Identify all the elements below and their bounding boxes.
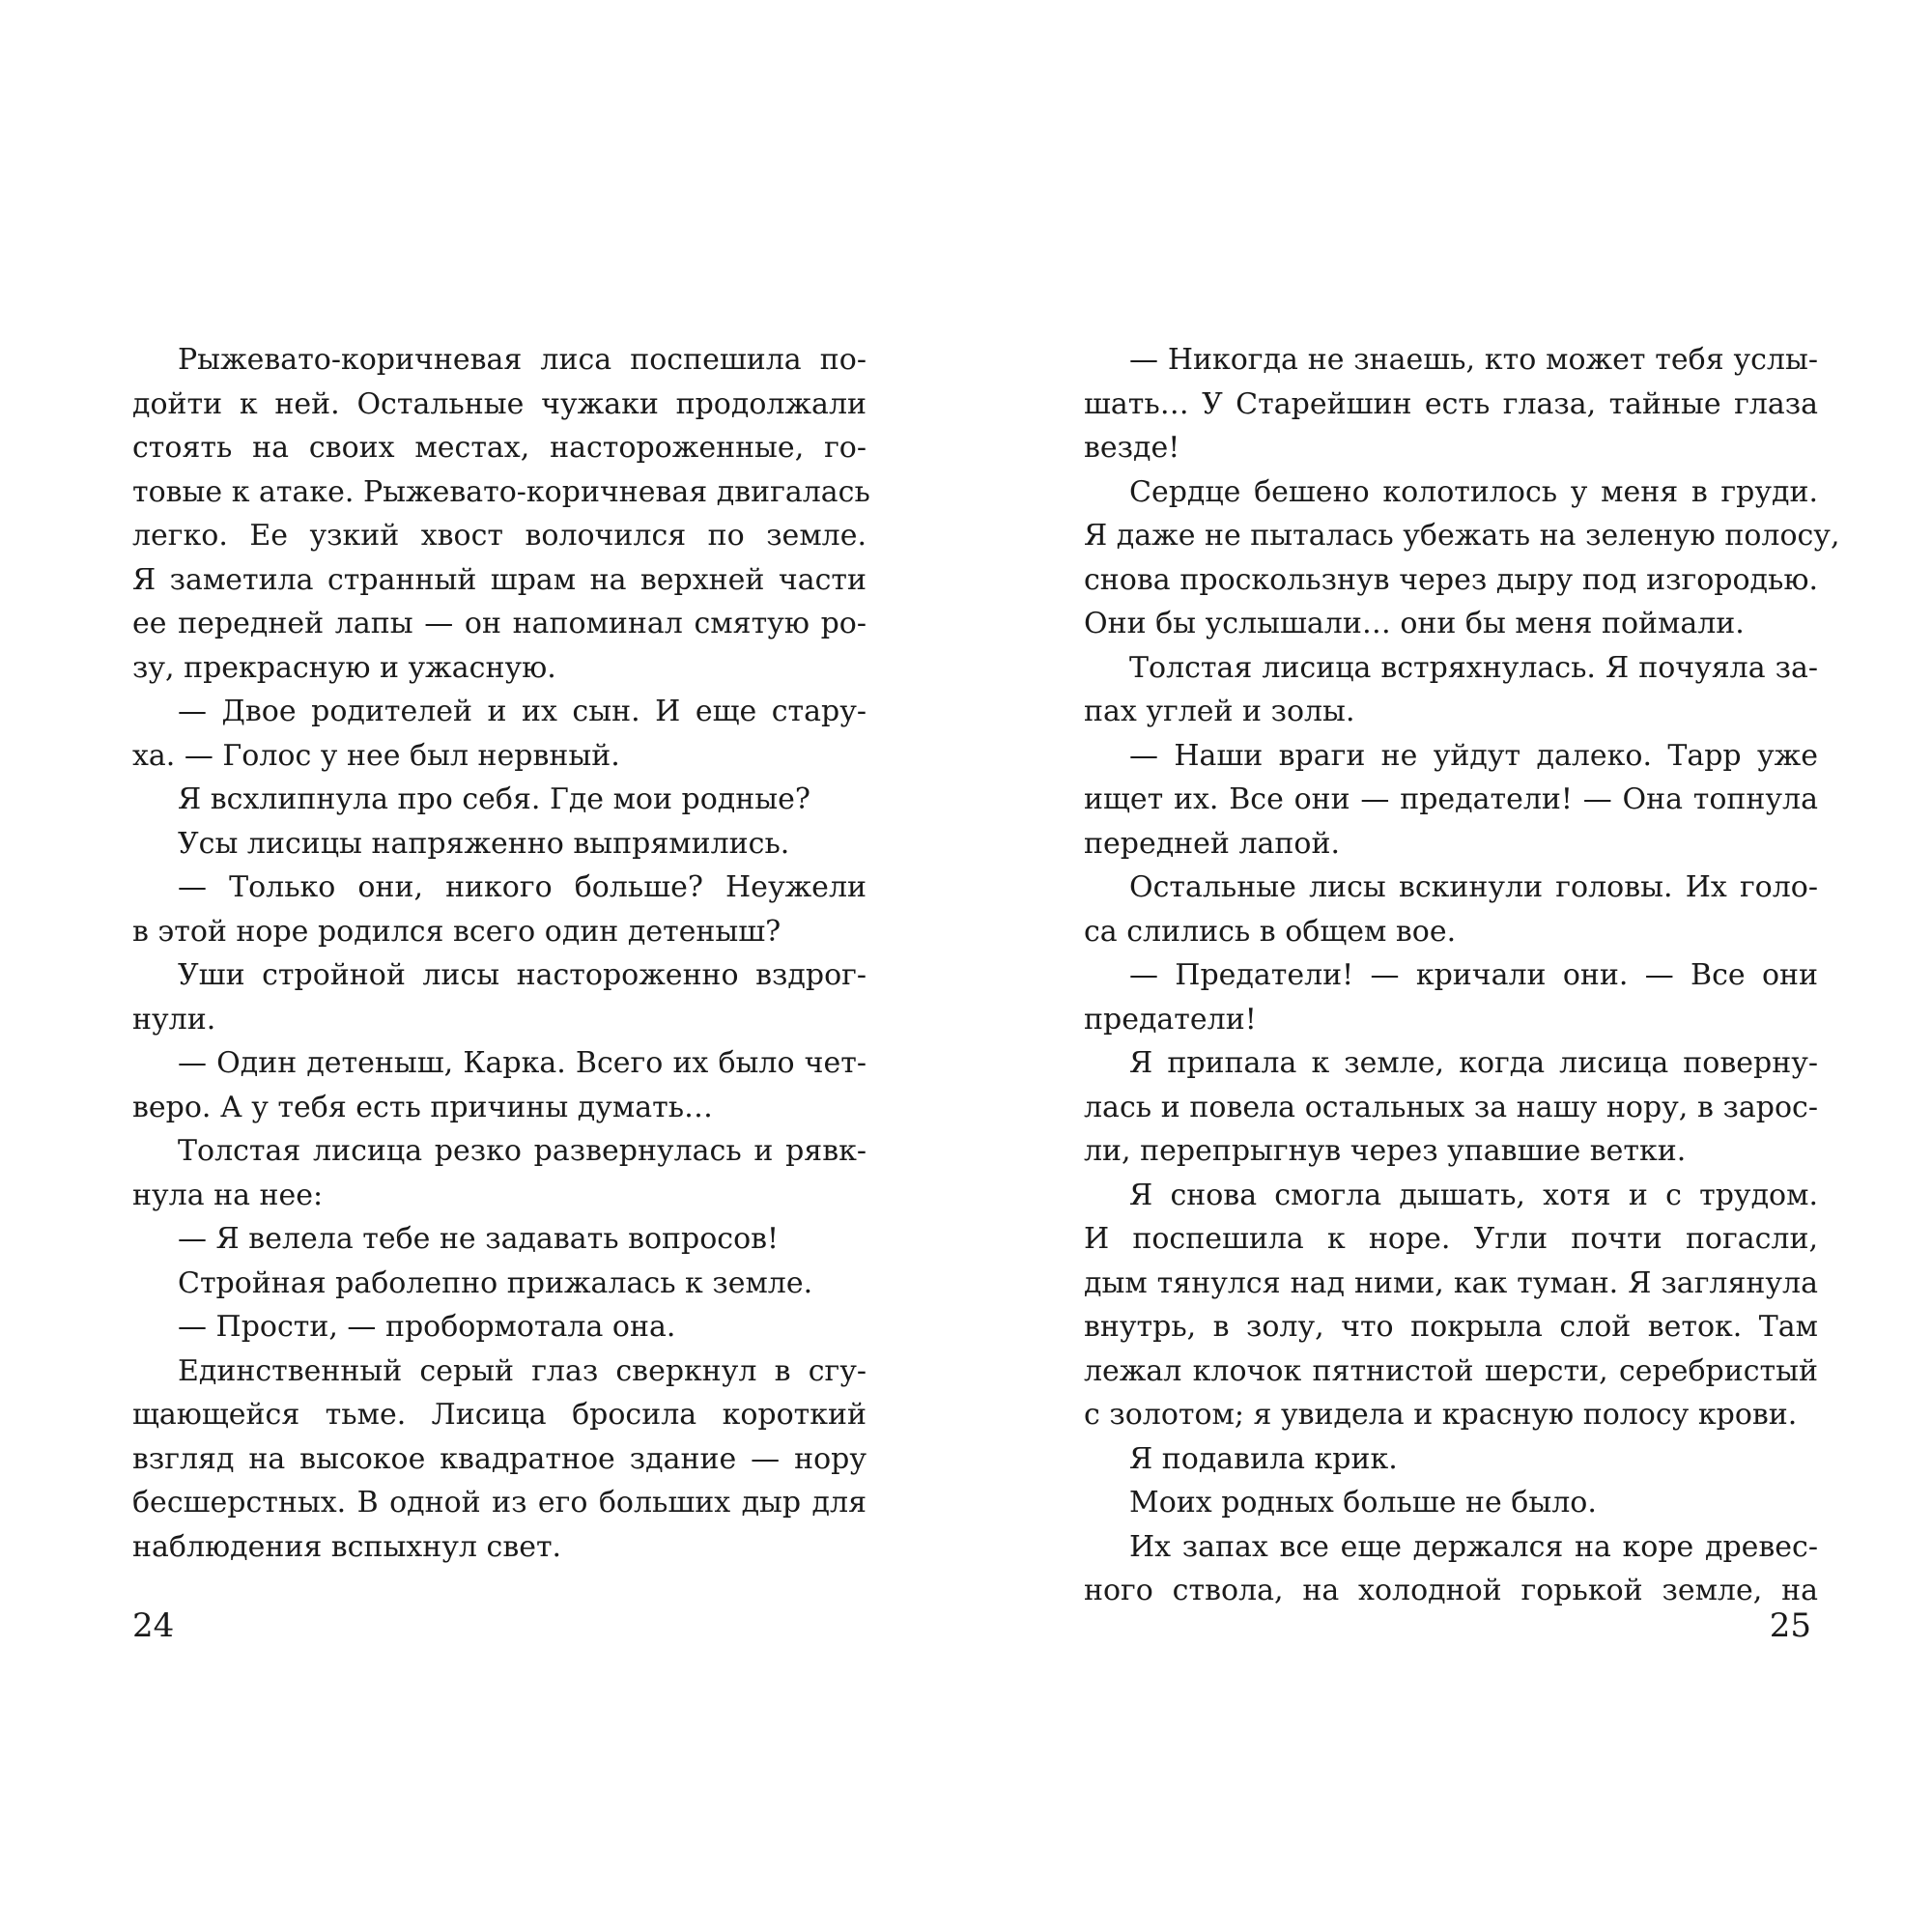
text-line: Моих родных больше не было. bbox=[1129, 1486, 1597, 1520]
text-line: в этой норе родился всего один детеныш? bbox=[132, 914, 781, 949]
text-line: Я припала к земле, когда лисица поверну- bbox=[1129, 1046, 1818, 1080]
text-line: Я даже не пыталась убежать на зеленую полосу, bbox=[1084, 519, 1840, 553]
text-line: ли, перепрыгнув через упавшие ветки. bbox=[1084, 1134, 1687, 1168]
right-page-text bbox=[1084, 338, 1840, 1613]
text-line: Усы лисицы напряженно выпрямились. bbox=[178, 826, 790, 861]
text-line: товые к атаке. Рыжевато-коричневая двигалась bbox=[132, 474, 870, 509]
text-line: — Никогда не знаешь, кто может тебя услы- bbox=[1129, 343, 1818, 377]
text-line: — Прости, — пробормотала она. bbox=[178, 1310, 676, 1344]
text-line: Стройная раболепно прижалась к земле. bbox=[178, 1265, 813, 1300]
text-line: Я всхлипнула про себя. Где мои родные? bbox=[178, 782, 810, 816]
text-line: пах углей и золы. bbox=[1084, 695, 1355, 728]
text-line: внутрь, в золу, что покрыла слой веток. Там bbox=[1084, 1310, 1818, 1344]
text-line: Я снова смогла дышать, хотя и с трудом. bbox=[1129, 1178, 1818, 1212]
text-line: лежал клочок пятнистой шерсти, серебристый bbox=[1084, 1353, 1818, 1388]
text-line: легко. Ее узкий хвост волочился по земле. bbox=[132, 519, 867, 553]
text-line: Сердце бешено колотилось у меня в груди. bbox=[1129, 474, 1818, 509]
text-line: стоять на своих местах, настороженные, го- bbox=[132, 431, 867, 465]
text-line: Рыжевато-коричневая лиса поспешила по- bbox=[178, 343, 867, 377]
text-line: везде! bbox=[1084, 431, 1180, 465]
text-line: — Только они, никого больше? Неужели bbox=[178, 870, 867, 904]
text-line: предатели! bbox=[1084, 1002, 1257, 1037]
text-line: — Один детеныш, Карка. Всего их было чет- bbox=[178, 1046, 867, 1080]
text-line: наблюдения вспыхнул свет. bbox=[132, 1529, 562, 1564]
text-line: взгляд на высокое квадратное здание — нору bbox=[132, 1441, 867, 1476]
text-line: са слились в общем вое. bbox=[1084, 914, 1457, 949]
text-line: щающейся тьме. Лисица бросила короткий bbox=[132, 1398, 867, 1432]
page-number-left: 24 bbox=[132, 1606, 175, 1645]
text-line: Толстая лисица резко развернулась и рявк- bbox=[178, 1134, 867, 1168]
text-line: Единственный серый глаз сверкнул в сгу- bbox=[178, 1353, 867, 1388]
text-line: Толстая лисица встряхнулась. Я почуяла за- bbox=[1129, 650, 1818, 685]
text-line: Я подавила крик. bbox=[1129, 1441, 1398, 1476]
text-line: дым тянулся над ними, как туман. Я заглянула bbox=[1084, 1265, 1818, 1300]
text-line: Они бы услышали… они бы меня поймали. bbox=[1084, 607, 1745, 640]
text-line: снова проскользнув через дыру под изгородью. bbox=[1084, 562, 1818, 597]
page-number-right: 25 bbox=[1769, 1606, 1811, 1645]
text-line: Остальные лисы вскинули головы. Их голо- bbox=[1129, 870, 1818, 904]
text-line: дойти к ней. Остальные чужаки продолжали bbox=[132, 386, 867, 421]
text-line: лась и повела остальных за нашу нору, в зарос- bbox=[1084, 1090, 1818, 1124]
text-line: — Двое родителей и их сын. И еще стару- bbox=[178, 695, 867, 728]
text-line: нула на нее: bbox=[132, 1178, 324, 1212]
left-page bbox=[132, 338, 870, 1569]
text-line: бесшерстных. В одной из его больших дыр для bbox=[132, 1486, 867, 1520]
text-line: И поспешила к норе. Угли почти погасли, bbox=[1084, 1222, 1818, 1256]
text-line: ного ствола, на холодной горькой земле, на bbox=[1084, 1574, 1818, 1607]
text-line: передней лапой. bbox=[1084, 826, 1340, 861]
right-page bbox=[1084, 338, 1840, 1613]
text-line: ищет их. Все они — предатели! — Она топнула bbox=[1084, 782, 1818, 816]
text-line: — Наши враги не уйдут далеко. Тарр уже bbox=[1129, 738, 1818, 773]
text-line: нули. bbox=[132, 1002, 216, 1037]
text-line: с золотом; я увидела и красную полосу крови. bbox=[1084, 1398, 1798, 1432]
text-line: зу, прекрасную и ужасную. bbox=[132, 650, 556, 685]
text-line: веро. А у тебя есть причины думать… bbox=[132, 1090, 714, 1124]
text-line: Уши стройной лисы настороженно вздрог- bbox=[178, 958, 867, 992]
text-line: Их запах все еще держался на коре древес- bbox=[1129, 1529, 1818, 1564]
text-line: Я заметила странный шрам на верхней части bbox=[132, 562, 867, 597]
text-line: — Предатели! — кричали они. — Все они bbox=[1129, 958, 1818, 992]
left-page-text bbox=[132, 338, 870, 1569]
text-line: — Я велела тебе не задавать вопросов! bbox=[178, 1222, 780, 1256]
text-line: ее передней лапы — он напоминал смятую ро- bbox=[132, 607, 867, 640]
text-line: ха. — Голос у нее был нервный. bbox=[132, 738, 620, 773]
text-line: шать… У Старейшин есть глаза, тайные глаза bbox=[1084, 386, 1818, 421]
